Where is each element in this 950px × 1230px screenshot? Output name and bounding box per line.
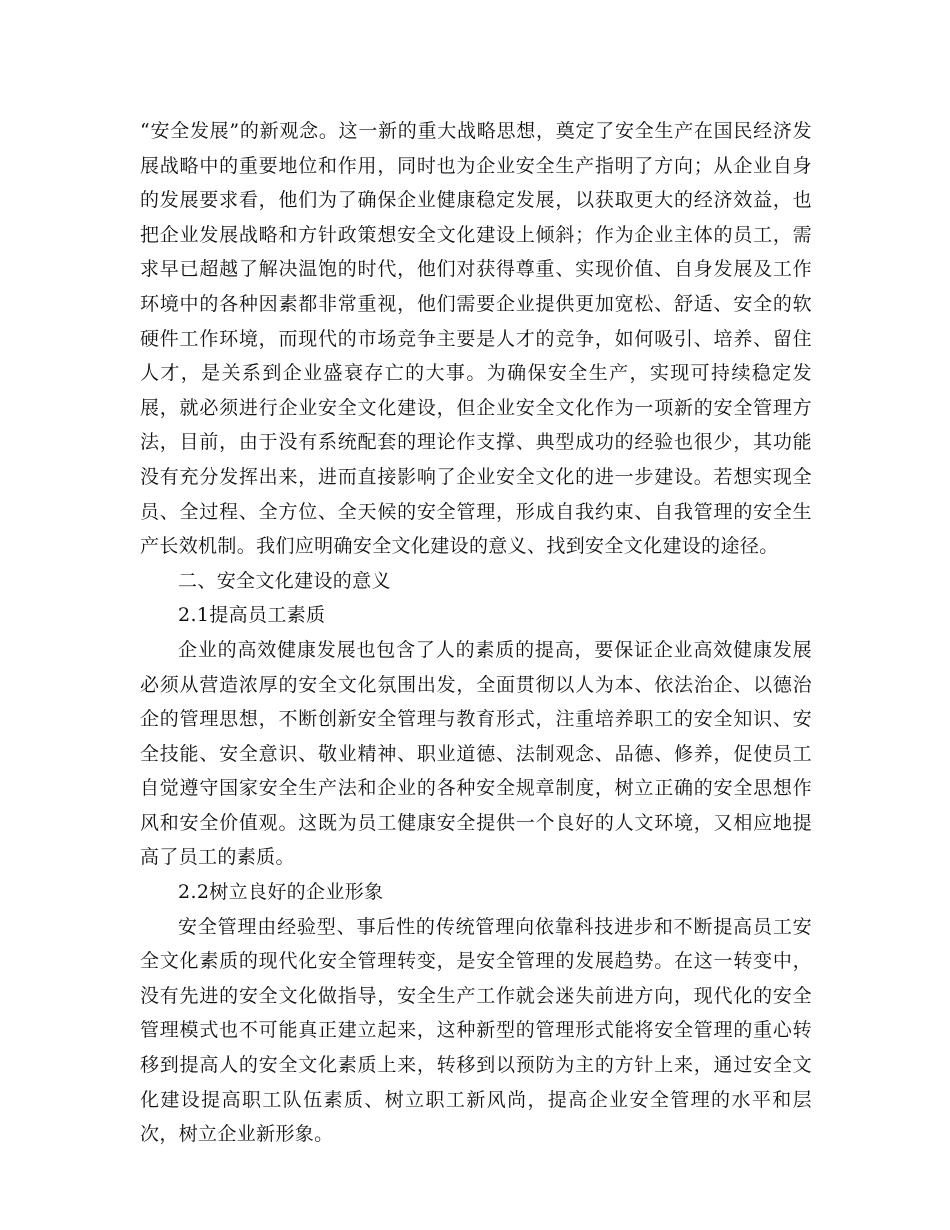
subsection-heading: 2.1提高员工素质 <box>178 604 326 627</box>
section-heading: 二、安全文化建设的意义 <box>178 569 391 592</box>
body-paragraph: 企业的高效健康发展也包含了人的素质的提高，要保证企业高效健康发展必须从营造浓厚的安全文化氛围出发，全面贯彻以人为本、依法治企、以德治企的管理思想，不断创新安全管理与教育形式，注重培养职工的安全知识、安全技能、安全意识、敬业精神、职业道德、法制观念、品德、修养，促使员工自觉遵守国家安全生产法和企业的各种安全规章制度，树立正确的安全思想作风和安全价值观。这既为员工健康安全提供一个良好的人文环境，又相应地提高了员工的素质。 <box>140 638 812 869</box>
document-body <box>140 114 812 1152</box>
subsection-heading: 2.2树立良好的企业形象 <box>178 881 384 904</box>
body-paragraph: “安全发展”的新观念。这一新的重大战略思想，奠定了安全生产在国民经济发展战略中的重要地位和作用，同时也为企业安全生产指明了方向；从企业自身的发展要求看，他们为了确保企业健康稳定发展，以获取更大的经济效益，也把企业发展战略和方针政策想安全文化建设上倾斜；作为企业主体的员工，需求早已超越了解决温饱的时代，他们对获得尊重、实现价值、自身发展及工作环境中的各种因素都非常重视，他们需要企业提供更加宽松、舒适、安全的软硬件工作环境，而现代的市场竞争主要是人才的竞争，如何吸引、培养、留住人才，是关系到企业盛衰存亡的大事。为确保安全生产，实现可持续稳定发展，就必须进行企业安全文化建设，但企业安全文化作为一项新的安全管理方法，目前，由于没有系统配套的理论作支撑、典型成功的经验也很少，其功能没有充分发挥出来，进而直接影响了企业安全文化的进一步建设。若想实现全员、全过程、全方位、全天候的安全管理，形成自我约束、自我管理的安全生产长效机制。我们应明确安全文化建设的意义、找到安全文化建设的途径。 <box>140 120 812 558</box>
body-paragraph: 安全管理由经验型、事后性的传统管理向依靠科技进步和不断提高员工安全文化素质的现代化安全管理转变，是安全管理的发展趋势。在这一转变中，没有先进的安全文化做指导，安全生产工作就会迷失前进方向，现代化的安全管理模式也不可能真正建立起来，这种新型的管理形式能将安全管理的重心转移到提高人的安全文化素质上来，转移到以预防为主的方针上来，通过安全文化建设提高职工队伍素质、树立职工新风尚，提高企业安全管理的水平和层次，树立企业新形象。 <box>140 915 812 1146</box>
